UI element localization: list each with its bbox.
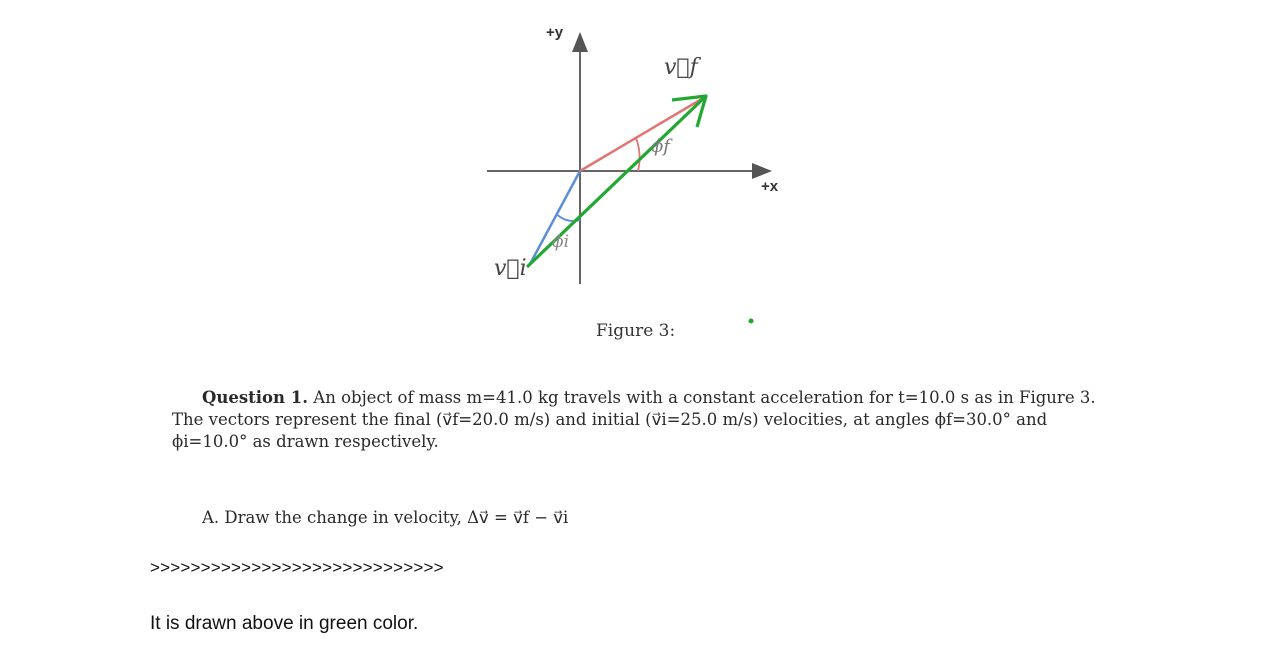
question-paragraph: [172, 387, 1112, 453]
x-axis-label: +x: [761, 178, 779, 195]
vf-vector: [580, 97, 705, 171]
figure-caption: Figure 3:: [596, 321, 676, 341]
question-heading: Question 1.: [202, 388, 309, 407]
separator-line: >>>>>>>>>>>>>>>>>>>>>>>>>>>>>: [150, 558, 444, 577]
answer-text: It is drawn above in green color.: [150, 613, 419, 634]
phi-f-arc: [636, 138, 640, 171]
phi-i-label: ϕi: [552, 232, 570, 252]
part-a-prompt: A. Draw the change in velocity, Δv⃗ = v⃗f − v⃗i: [202, 508, 569, 527]
vi-label: v⃗i: [494, 256, 527, 281]
phi-f-label: ϕf: [651, 136, 670, 157]
vf-label: v⃗f: [664, 55, 698, 80]
green-dot: [749, 319, 754, 324]
y-axis-label: +y: [546, 24, 564, 41]
question-text: An object of mass m=41.0 kg travels with a constant acceleration for t=10.0 s as in Figure 3. The vectors represent the final (v⃗f=20.0 m/s) and initial (v⃗i=25.0 m/s) velocities, at angles ϕf=30.0° and ϕi=10.0° as drawn respectively.: [172, 388, 1096, 451]
